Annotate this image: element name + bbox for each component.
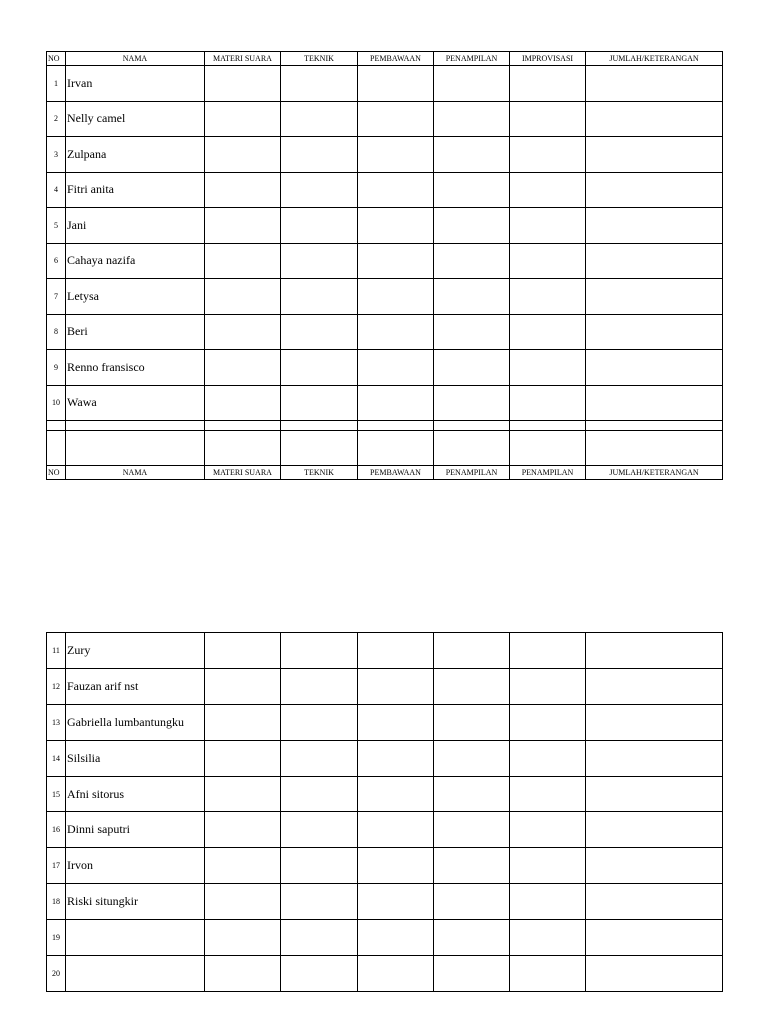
score-cell[interactable] [281, 740, 358, 776]
score-cell[interactable] [205, 633, 281, 669]
score-cell[interactable] [434, 956, 510, 992]
score-cell[interactable] [205, 956, 281, 992]
student-name: Zulpana [66, 137, 205, 173]
row-number: 19 [47, 920, 66, 956]
row-number: 5 [47, 208, 66, 244]
score-cell[interactable] [281, 66, 358, 102]
score-cell[interactable] [281, 208, 358, 244]
total-cell[interactable] [586, 920, 723, 956]
header-pembawaan: PEMBAWAAN [358, 466, 434, 480]
score-cell[interactable] [205, 279, 281, 315]
total-cell[interactable] [586, 704, 723, 740]
score-cell[interactable] [281, 812, 358, 848]
total-cell[interactable] [586, 101, 723, 137]
student-name: Irvan [66, 66, 205, 102]
header-penampilan: PENAMPILAN [434, 466, 510, 480]
row-number: 3 [47, 137, 66, 173]
row-number: 12 [47, 668, 66, 704]
score-cell[interactable] [205, 66, 281, 102]
row-number: 2 [47, 101, 66, 137]
score-cell[interactable] [358, 704, 434, 740]
spacer-row [47, 421, 723, 431]
table-row [47, 243, 723, 279]
student-name: Nelly camel [66, 101, 205, 137]
score-cell[interactable] [510, 812, 586, 848]
total-cell[interactable] [586, 208, 723, 244]
header-materi-suara: MATERI SUARA [205, 466, 281, 480]
score-cell[interactable] [434, 920, 510, 956]
score-cell[interactable] [358, 633, 434, 669]
header-no: NO [47, 466, 66, 480]
score-cell[interactable] [510, 350, 586, 386]
table-row [47, 137, 723, 173]
score-cell[interactable] [510, 243, 586, 279]
score-cell[interactable] [358, 956, 434, 992]
student-name: Riski situngkir [66, 884, 205, 920]
total-cell[interactable] [586, 776, 723, 812]
row-number: 7 [47, 279, 66, 315]
table-row [47, 704, 723, 740]
score-cell[interactable] [281, 137, 358, 173]
header-no: NO [47, 52, 66, 66]
total-cell[interactable] [586, 172, 723, 208]
score-cell[interactable] [281, 704, 358, 740]
score-cell[interactable] [205, 848, 281, 884]
score-cell[interactable] [281, 101, 358, 137]
score-cell[interactable] [358, 812, 434, 848]
header-jumlah-keterangan: JUMLAH/KETERANGAN [586, 52, 723, 66]
blank-row [47, 431, 723, 466]
table-row [47, 668, 723, 704]
score-cell[interactable] [358, 101, 434, 137]
header-improvisasi: IMPROVISASI [510, 52, 586, 66]
table-row [47, 884, 723, 920]
total-cell[interactable] [586, 66, 723, 102]
total-cell[interactable] [586, 243, 723, 279]
score-cell[interactable] [205, 812, 281, 848]
header-penampilan-2: PENAMPILAN [510, 466, 586, 480]
total-cell[interactable] [586, 314, 723, 350]
total-cell[interactable] [586, 633, 723, 669]
score-cell[interactable] [358, 740, 434, 776]
score-cell[interactable] [510, 208, 586, 244]
table-row [47, 848, 723, 884]
score-cell[interactable] [281, 884, 358, 920]
score-cell[interactable] [281, 172, 358, 208]
score-table-2 [46, 632, 723, 992]
score-cell[interactable] [510, 385, 586, 421]
total-cell[interactable] [586, 884, 723, 920]
score-cell[interactable] [510, 279, 586, 315]
student-name: Fitri anita [66, 172, 205, 208]
score-cell[interactable] [510, 884, 586, 920]
row-number: 4 [47, 172, 66, 208]
student-name: Letysa [66, 279, 205, 315]
row-number: 14 [47, 740, 66, 776]
table-row [47, 740, 723, 776]
score-cell[interactable] [281, 350, 358, 386]
score-cell[interactable] [510, 314, 586, 350]
row-number: 13 [47, 704, 66, 740]
score-cell[interactable] [205, 208, 281, 244]
header-pembawaan: PEMBAWAAN [358, 52, 434, 66]
student-name: Dinni saputri [66, 812, 205, 848]
score-cell[interactable] [510, 633, 586, 669]
score-cell[interactable] [281, 668, 358, 704]
row-number: 20 [47, 956, 66, 992]
score-cell[interactable] [205, 137, 281, 173]
row-number: 15 [47, 776, 66, 812]
table-row [47, 812, 723, 848]
score-cell[interactable] [434, 812, 510, 848]
student-name: Silsilia [66, 740, 205, 776]
table-row [47, 350, 723, 386]
table-row [47, 101, 723, 137]
total-cell[interactable] [586, 279, 723, 315]
table-row [47, 208, 723, 244]
score-cell[interactable] [510, 137, 586, 173]
score-cell[interactable] [434, 350, 510, 386]
score-cell[interactable] [281, 633, 358, 669]
header-teknik: TEKNIK [281, 466, 358, 480]
row-number: 17 [47, 848, 66, 884]
score-cell[interactable] [205, 243, 281, 279]
student-name: Jani [66, 208, 205, 244]
header-materi-suara: MATERI SUARA [205, 52, 281, 66]
score-cell[interactable] [434, 314, 510, 350]
student-name: Fauzan arif nst [66, 668, 205, 704]
row-number: 16 [47, 812, 66, 848]
student-name: Afni sitorus [66, 776, 205, 812]
row-number: 11 [47, 633, 66, 669]
student-name: Wawa [66, 385, 205, 421]
score-cell[interactable] [281, 385, 358, 421]
row-number: 6 [47, 243, 66, 279]
table-row [47, 66, 723, 102]
score-cell[interactable] [510, 920, 586, 956]
table-row [47, 776, 723, 812]
score-cell[interactable] [205, 101, 281, 137]
score-cell[interactable] [205, 776, 281, 812]
table-row [47, 633, 723, 669]
score-cell[interactable] [434, 279, 510, 315]
score-cell[interactable] [434, 848, 510, 884]
score-cell[interactable] [434, 884, 510, 920]
score-cell[interactable] [358, 137, 434, 173]
score-cell[interactable] [510, 172, 586, 208]
score-cell[interactable] [510, 956, 586, 992]
score-cell[interactable] [281, 243, 358, 279]
score-cell[interactable] [358, 314, 434, 350]
score-cell[interactable] [434, 633, 510, 669]
table-row [47, 172, 723, 208]
student-name: Zury [66, 633, 205, 669]
score-cell[interactable] [434, 172, 510, 208]
score-cell[interactable] [510, 66, 586, 102]
header-penampilan: PENAMPILAN [434, 52, 510, 66]
score-cell[interactable] [281, 848, 358, 884]
header-nama: NAMA [66, 466, 205, 480]
student-name[interactable] [66, 920, 205, 956]
score-cell[interactable] [205, 314, 281, 350]
score-cell[interactable] [205, 385, 281, 421]
score-cell[interactable] [205, 172, 281, 208]
table-row [47, 314, 723, 350]
score-cell[interactable] [281, 920, 358, 956]
score-cell[interactable] [434, 668, 510, 704]
score-cell[interactable] [358, 776, 434, 812]
score-cell[interactable] [205, 920, 281, 956]
student-name[interactable] [66, 956, 205, 992]
score-cell[interactable] [358, 66, 434, 102]
student-name: Gabriella lumbantungku [66, 704, 205, 740]
score-cell[interactable] [205, 350, 281, 386]
score-cell[interactable] [358, 208, 434, 244]
score-cell[interactable] [510, 668, 586, 704]
row-number: 18 [47, 884, 66, 920]
table-row [47, 385, 723, 421]
score-cell[interactable] [358, 172, 434, 208]
score-cell[interactable] [205, 884, 281, 920]
score-cell[interactable] [358, 848, 434, 884]
student-name: Beri [66, 314, 205, 350]
total-cell[interactable] [586, 668, 723, 704]
score-cell[interactable] [434, 101, 510, 137]
total-cell[interactable] [586, 812, 723, 848]
score-cell[interactable] [358, 920, 434, 956]
score-cell[interactable] [358, 350, 434, 386]
score-cell[interactable] [358, 668, 434, 704]
header-jumlah-keterangan: JUMLAH/KETERANGAN [586, 466, 723, 480]
student-name: Renno fransisco [66, 350, 205, 386]
header-row [47, 52, 723, 66]
score-cell[interactable] [281, 776, 358, 812]
table-row [47, 956, 723, 992]
total-cell[interactable] [586, 385, 723, 421]
row-number: 10 [47, 385, 66, 421]
row-number: 8 [47, 314, 66, 350]
score-cell[interactable] [434, 776, 510, 812]
student-name: Cahaya nazifa [66, 243, 205, 279]
score-cell[interactable] [510, 101, 586, 137]
score-cell[interactable] [358, 884, 434, 920]
score-cell[interactable] [205, 740, 281, 776]
table-row [47, 279, 723, 315]
score-cell[interactable] [281, 314, 358, 350]
score-cell[interactable] [510, 704, 586, 740]
student-name: Irvon [66, 848, 205, 884]
table-row [47, 920, 723, 956]
score-cell[interactable] [358, 243, 434, 279]
total-cell[interactable] [586, 848, 723, 884]
score-cell[interactable] [510, 776, 586, 812]
score-cell[interactable] [205, 704, 281, 740]
header-nama: NAMA [66, 52, 205, 66]
score-cell[interactable] [510, 740, 586, 776]
score-cell[interactable] [434, 137, 510, 173]
row-number: 9 [47, 350, 66, 386]
header-teknik: TEKNIK [281, 52, 358, 66]
score-cell[interactable] [358, 279, 434, 315]
score-cell[interactable] [434, 704, 510, 740]
score-cell[interactable] [434, 740, 510, 776]
score-cell[interactable] [358, 385, 434, 421]
total-cell[interactable] [586, 956, 723, 992]
score-cell[interactable] [434, 66, 510, 102]
total-cell[interactable] [586, 137, 723, 173]
score-cell[interactable] [434, 385, 510, 421]
score-cell[interactable] [281, 956, 358, 992]
score-cell[interactable] [434, 243, 510, 279]
footer-header-row [47, 466, 723, 480]
total-cell[interactable] [586, 740, 723, 776]
score-table-1 [46, 51, 723, 480]
row-number: 1 [47, 66, 66, 102]
score-cell[interactable] [205, 668, 281, 704]
score-cell[interactable] [281, 279, 358, 315]
total-cell[interactable] [586, 350, 723, 386]
score-cell[interactable] [510, 848, 586, 884]
score-cell[interactable] [434, 208, 510, 244]
